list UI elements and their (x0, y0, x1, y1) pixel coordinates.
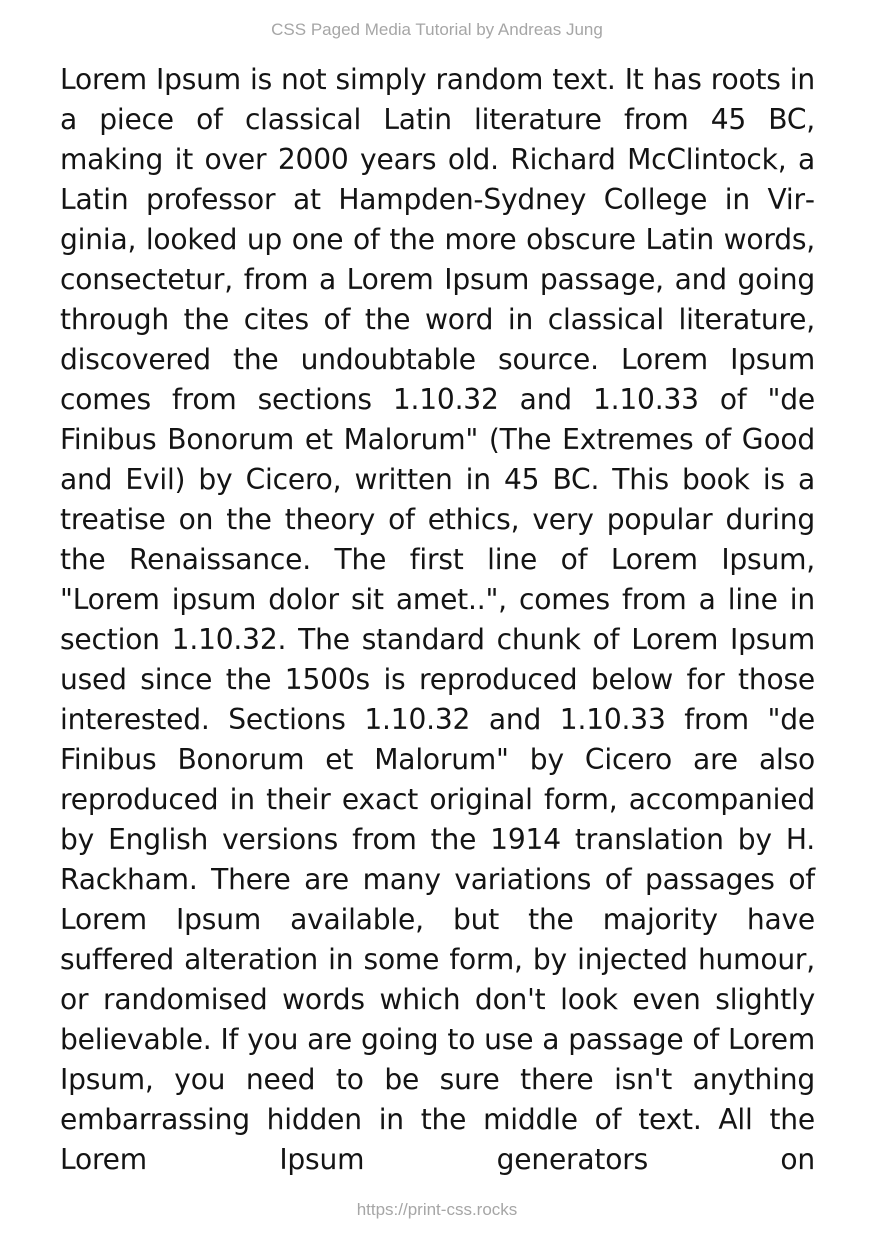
running-header: CSS Paged Media Tutorial by Andreas Jung (271, 20, 603, 39)
body-paragraph: Lorem Ipsum is not simply random text. It has roots in a piece of classical Latin literature from 45 BC, making it over 2000 years old. Richard McClintock, a Latin professor at Hampden-Sydney College in Virginia, looked up one of the more obscure Latin words, consectetur, from a Lorem Ipsum passage, and going through the cites of the word in classical literature, discovered the undoubtable source. Lorem Ipsum comes from sections 1.10.32 and 1.10.33 of "de Finibus Bonorum et Malorum" (The Extremes of Good and Evil) by Cicero, written in 45 BC. This book is a treatise on the theory of ethics, very popular during the Renaissance. The first line of Lorem Ipsum, "Lorem ipsum dolor sit amet..", comes from a line in section 1.10.32. The standard chunk of Lorem Ipsum used since the 1500s is reproduced below for those interested. Sections 1.10.32 and 1.10.33 from "de Finibus Bonorum et Malorum" by Cicero are also reproduced in their exact original form, accompanied by English versions from the 1914 translation by H. Rackham. There are many variations of passages of Lorem Ipsum available, but the majority have suffered alteration in some form, by injected humour, or randomised words which don't look even slightly believable. If you are going to use a passage of Lorem Ipsum, you need to be sure there isn't anything embarrassing hidden in the middle of text. All the Lorem Ipsum generators on (60, 63, 815, 1176)
running-footer-url: https://print-css.rocks (356, 1200, 518, 1219)
